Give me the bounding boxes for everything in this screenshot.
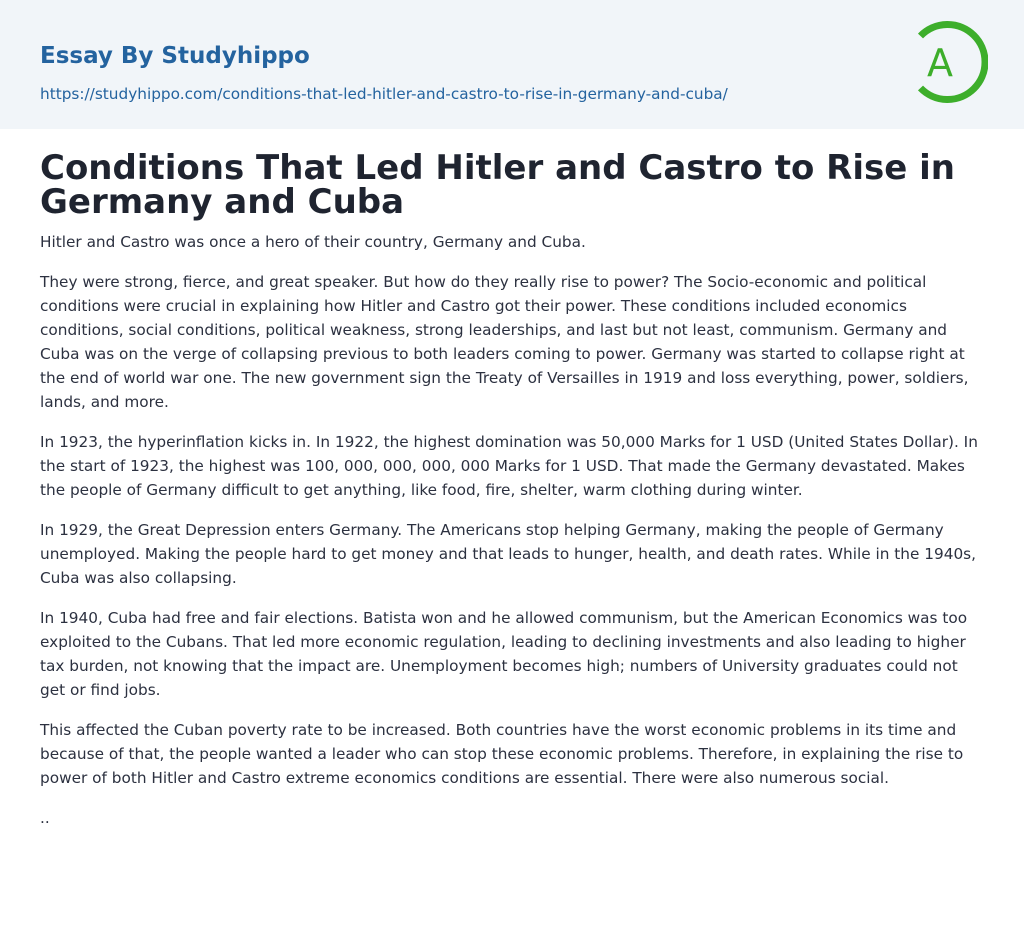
source-url-link[interactable]: https://studyhippo.com/conditions-that-led-hitler-and-castro-to-rise-in-germany-and-cuba/ (40, 85, 728, 103)
article-paragraph: Hitler and Castro was once a hero of their country, Germany and Cuba. (40, 233, 586, 251)
article-paragraph: In 1929, the Great Depression enters Germany. The Americans stop helping Germany, making the people of Germany unemployed. Making the people hard to get money and that leads to hunger, health, and death rates. While in the 1940s, Cuba was also collapsing. (40, 521, 977, 587)
article-paragraph: They were strong, fierce, and great speaker. But how do they really rise to power? The Socio-economic and political conditions were crucial in explaining how Hitler and Castro got their power. These conditions included economics conditions, social conditions, political weakness, strong leaderships, and last but not least, communism. Germany and Cuba was on the verge of collapsing previous to both leaders coming to power. Germany was started to collapse right at the end of world war one. The new government sign the Treaty of Versailles in 1919 and loss everything, power, soldiers, lands, and more. (40, 273, 969, 411)
truncation-ellipsis: .. (40, 809, 50, 827)
site-brand[interactable]: Essay By Studyhippo (40, 43, 310, 69)
article-paragraph: In 1923, the hyperinflation kicks in. In 1922, the highest domination was 50,000 Marks for 1 USD (United States Dollar). In the start of 1923, the highest was 100, 000, 000, 000, 000 Marks for 1 USD. That made the Germany devastated. Makes the people of Germany difficult to get anything, like food, fire, shelter, warm clothing during winter. (40, 433, 978, 499)
article (0, 129, 1024, 830)
studyhippo-logo-icon[interactable] (910, 18, 988, 106)
article-paragraph: In 1940, Cuba had free and fair elections. Batista won and he allowed communism, but the American Economics was too exploited to the Cubans. That led more economic regulation, leading to declining investments and also leading to higher tax burden, not knowing that the impact are. Unemployment becomes high; numbers of University graduates could not get or find jobs. (40, 609, 968, 699)
page-title: Conditions That Led Hitler and Castro to Rise in Germany and Cuba (40, 148, 956, 222)
site-header (0, 0, 1024, 129)
article-paragraph: This affected the Cuban poverty rate to be increased. Both countries have the worst economic problems in its time and because of that, the people wanted a leader who can stop these economic problems. Therefore, in explaining the rise to power of both Hitler and Castro extreme economics conditions are essential. There were also numerous social. (40, 721, 964, 787)
logo-letter: A (927, 41, 953, 85)
